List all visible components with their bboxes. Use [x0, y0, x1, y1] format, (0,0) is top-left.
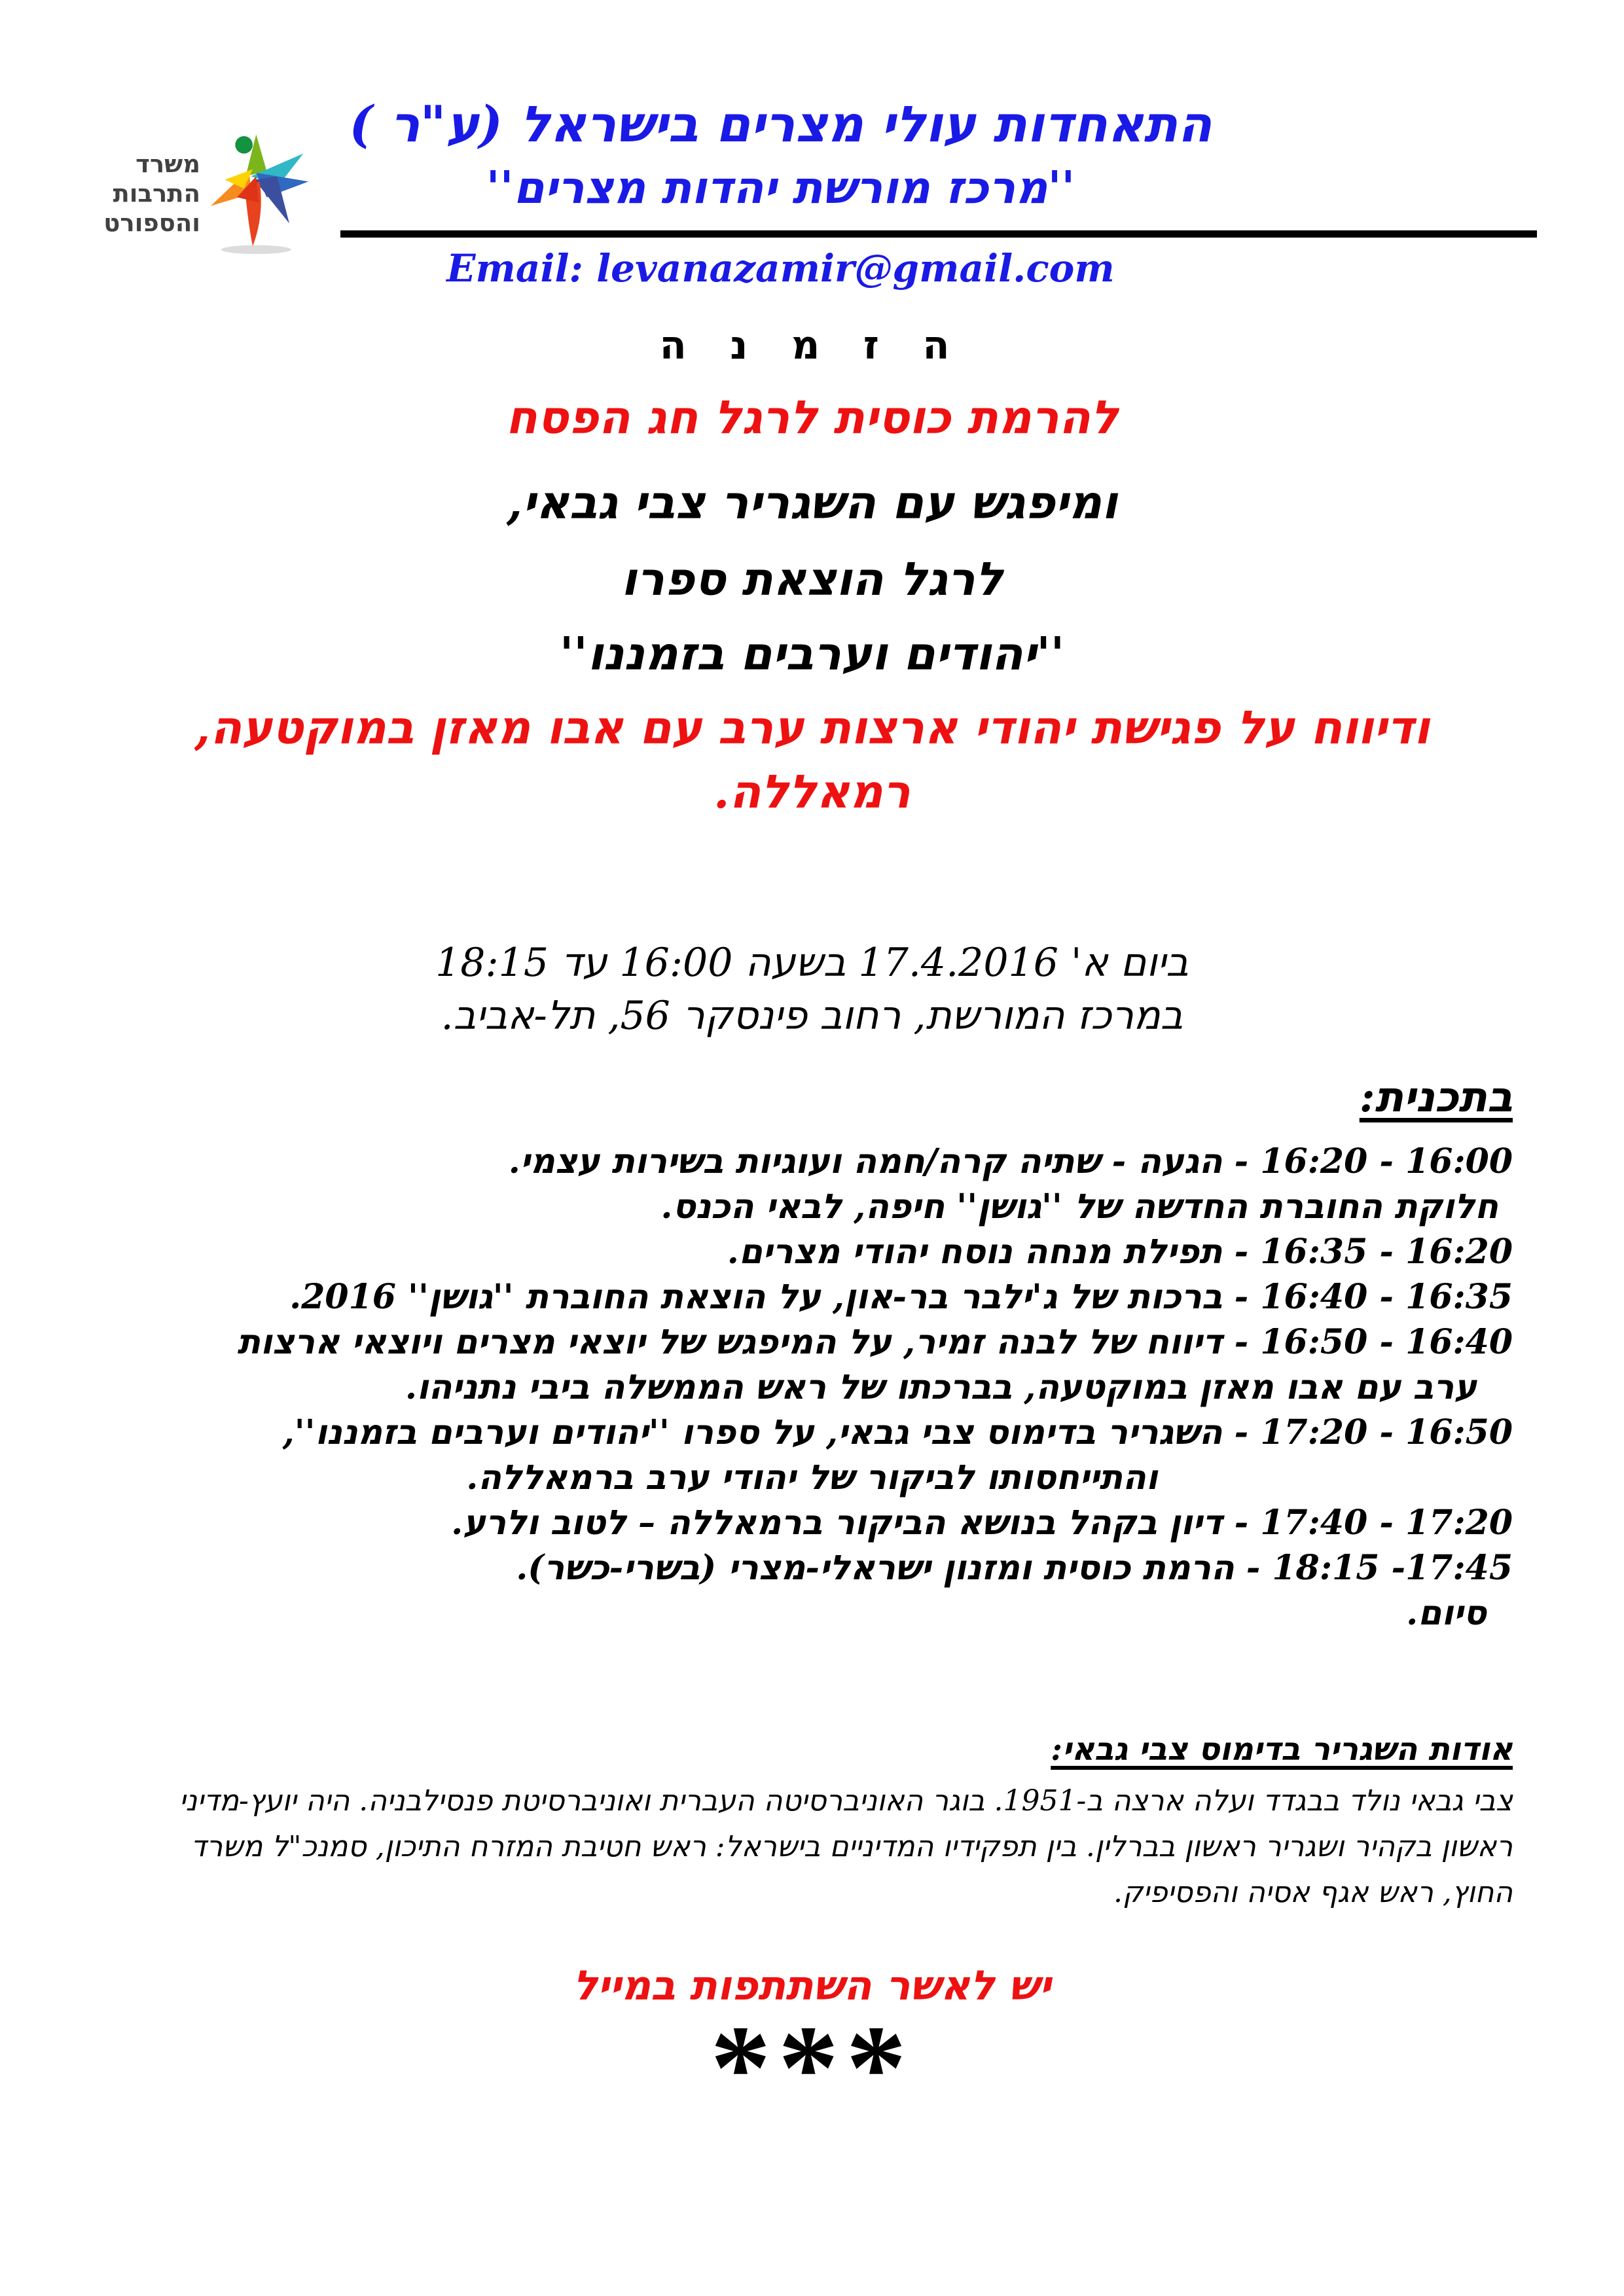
- header-divider-line: [340, 230, 1537, 238]
- about-section: [111, 1778, 1513, 1916]
- occasion-line: לרגל הוצאת ספרו: [621, 552, 1003, 606]
- about-line: החוץ, ראש אגף אסיה והפסיפיק.: [1113, 1876, 1513, 1909]
- program-line: חלוקת החוברת החדשה של ''גושן'' חיפה, לבאי הכנס.: [660, 1187, 1498, 1227]
- asterisk-separator: ***: [710, 2001, 914, 2135]
- program-line: ערב עם אבו מאזן במוקטעה, בברכתו של ראש הממשלה ביבי נתניהו.: [405, 1367, 1477, 1407]
- meeting-line: ומיפגש עם השגריר צבי גבאי,: [506, 475, 1118, 529]
- ministry-logo: [84, 131, 319, 268]
- program-closing-line: סיום.: [1406, 1593, 1487, 1633]
- ministry-logo-line: התרבות: [113, 179, 200, 207]
- ministry-logo-text: [84, 131, 200, 238]
- program-line: 17:45- 18:15 - הרמת כוסית ומזנון ישראלי-מצרי (בשרי-כשר).: [516, 1548, 1513, 1588]
- about-heading: אודות השגריר בדימוס צבי גבאי:: [1051, 1731, 1513, 1768]
- org-subtitle-line: ''מרכז מורשת יהדות מצרים'': [486, 162, 1075, 214]
- program-line: 17:20 - 17:40 - דיון בקהל בנושא הביקור ברמאללה – לטוב ולרע.: [451, 1503, 1513, 1543]
- report-line-2: רמאללה.: [713, 764, 911, 819]
- program-heading: בתכנית:: [1359, 1073, 1513, 1122]
- program-line: 16:40 - 16:50 - דיווח של לבנה זמיר, על המיפגש של יוצאי מצרים ויוצאי ארצות: [237, 1322, 1513, 1362]
- toast-line: להרמת כוסית לרגל חג הפסח: [505, 390, 1119, 444]
- document-body: [111, 322, 1513, 2135]
- email-line: Email: levanazamir@gmail.com: [446, 246, 1115, 291]
- invitation-title: ה ז מ נ ה: [659, 323, 965, 368]
- program-line: 16:50 - 17:20 - השגריר בדימוס צבי גבאי, על ספרו ''יהודים וערבים בזמננו'',: [282, 1412, 1513, 1452]
- program-line: והתייחסותו לביקור של יהודי ערב ברמאללה.: [466, 1458, 1158, 1498]
- program-schedule: [111, 1139, 1513, 1636]
- about-line: ראשון בקהיר ושגריר ראשון בברלין. בין תפקידיו המדיניים בישראל: ראש חטיבת המזרח התיכון, סמנכ"ל משרד: [190, 1830, 1513, 1863]
- report-line-1: ודיווח על פגישת יהודי ארצות ערב עם אבו מאזן במוקטעה,: [194, 700, 1430, 755]
- program-line: 16:20 - 16:35 - תפילת מנחה נוסח יהודי מצרים.: [727, 1232, 1513, 1272]
- org-name-line: התאחדות עולי מצרים בישראל (ע"ר ): [349, 95, 1212, 153]
- ministry-logo-line: משרד: [135, 150, 200, 178]
- colorful-star-icon: [206, 131, 310, 262]
- event-date-line: ביום א' 17.4.2016 בשעה 16:00 עד 18:15: [435, 940, 1189, 986]
- rsvp-note: יש לאשר השתתפות במייל: [573, 1962, 1051, 2009]
- ministry-logo-line: והספורט: [103, 209, 200, 237]
- program-line: 16:35 - 16:40 - ברכות של ג'ילבר בר-און, על הוצאת החוברת ''גושן'' 2016.: [289, 1277, 1513, 1317]
- about-line: צבי גבאי נולד בבגדד ועלה ארצה ב-1951. בוגר האוניברסיטה העברית ואוניברסיטת פנסילבניה. היה יועץ-מדיני: [179, 1784, 1513, 1818]
- program-line: 16:00 - 16:20 - הגעה - שתיה קרה/חמה ועוגיות בשירות עצמי.: [508, 1141, 1513, 1181]
- book-title-line: ''יהודים וערבים בזמננו'': [559, 626, 1065, 681]
- event-location-line: במרכז המורשת, רחוב פינסקר 56, תל-אביב.: [441, 993, 1183, 1039]
